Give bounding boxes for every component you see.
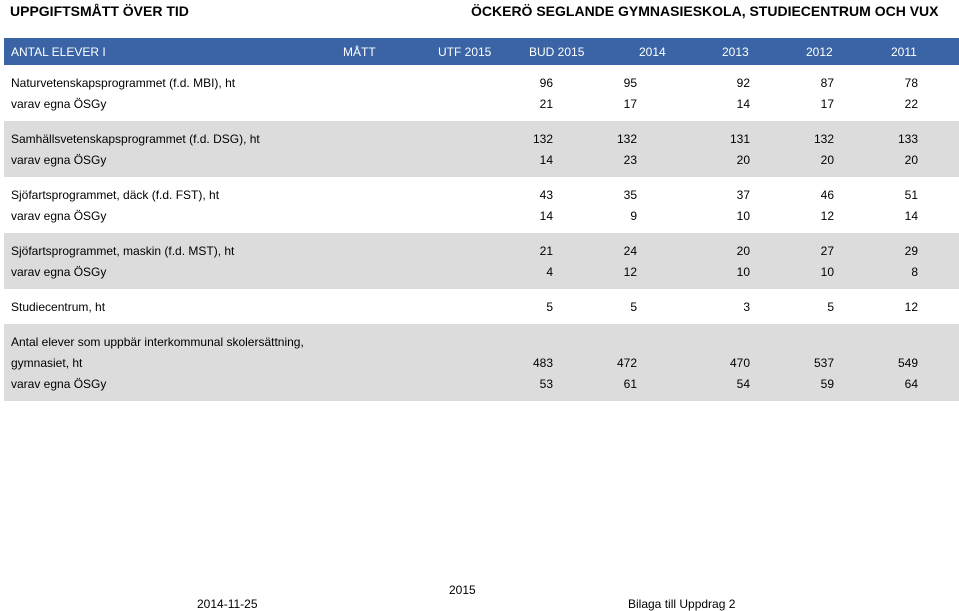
row-label: Samhällsvetenskapsprogrammet (f.d. DSG), ht <box>11 132 260 146</box>
row-value: 78 <box>904 76 918 90</box>
row-value: 132 <box>616 132 637 146</box>
table-row-group <box>4 177 959 233</box>
table-row <box>4 296 959 317</box>
row-value: 96 <box>539 76 553 90</box>
table-row-group <box>4 65 959 121</box>
row-value: 132 <box>813 132 834 146</box>
row-value: 20 <box>820 153 834 167</box>
row-value: 17 <box>623 97 637 111</box>
table-row-group <box>4 233 959 289</box>
row-value: 10 <box>820 265 834 279</box>
row-label: Antal elever som uppbär interkommunal skolersättning, <box>11 335 304 349</box>
footer-date: 2014-11-25 <box>197 597 258 611</box>
table-row <box>4 128 959 149</box>
table-row <box>4 352 959 373</box>
table-row-group <box>4 121 959 177</box>
row-value: 21 <box>539 97 553 111</box>
col-header-bud-2015: BUD 2015 <box>529 45 585 59</box>
report-title: UPPGIFTSMÅTT ÖVER TID <box>10 3 189 19</box>
col-header-2013: 2013 <box>722 45 749 59</box>
row-label: varav egna ÖSGy <box>11 265 107 279</box>
row-value: 64 <box>904 377 918 391</box>
row-label: Sjöfartsprogrammet, däck (f.d. FST), ht <box>11 188 220 202</box>
row-value: 12 <box>820 209 834 223</box>
footer-appendix: Bilaga till Uppdrag 2 <box>628 597 736 611</box>
row-value: 35 <box>623 188 637 202</box>
row-value: 54 <box>736 377 750 391</box>
row-label: gymnasiet, ht <box>11 356 83 370</box>
row-value: 10 <box>736 265 750 279</box>
row-value: 20 <box>736 244 750 258</box>
row-value: 131 <box>729 132 750 146</box>
row-value: 29 <box>904 244 918 258</box>
row-value: 95 <box>623 76 637 90</box>
row-value: 17 <box>820 97 834 111</box>
row-value: 92 <box>736 76 750 90</box>
row-value: 9 <box>630 209 637 223</box>
row-value: 43 <box>539 188 553 202</box>
row-value: 46 <box>820 188 834 202</box>
row-value: 24 <box>623 244 637 258</box>
table-row-group <box>4 289 959 324</box>
row-value: 53 <box>539 377 553 391</box>
row-label: Naturvetenskapsprogrammet (f.d. MBI), ht <box>11 76 236 90</box>
table-body <box>4 65 959 401</box>
row-value: 132 <box>532 132 553 146</box>
row-value: 5 <box>630 300 637 314</box>
table-row <box>4 261 959 282</box>
row-value: 87 <box>820 76 834 90</box>
col-header-utf-2015: UTF 2015 <box>438 45 492 59</box>
row-label: varav egna ÖSGy <box>11 153 107 167</box>
col-header-2011: 2011 <box>891 45 917 59</box>
row-label: varav egna ÖSGy <box>11 209 107 223</box>
row-value: 12 <box>904 300 918 314</box>
row-label: Sjöfartsprogrammet, maskin (f.d. MST), ht <box>11 244 235 258</box>
table-row <box>4 72 959 93</box>
table-header <box>4 38 959 65</box>
row-value: 14 <box>539 153 553 167</box>
row-value: 549 <box>897 356 918 370</box>
row-value: 37 <box>736 188 750 202</box>
row-value: 472 <box>616 356 637 370</box>
row-value: 22 <box>904 97 918 111</box>
row-value: 133 <box>897 132 918 146</box>
table-row <box>4 184 959 205</box>
row-value: 59 <box>820 377 834 391</box>
table-row <box>4 331 959 352</box>
table-row <box>4 373 959 394</box>
row-value: 14 <box>904 209 918 223</box>
table-row-group <box>4 324 959 401</box>
row-value: 61 <box>623 377 637 391</box>
row-value: 537 <box>813 356 834 370</box>
row-value: 10 <box>736 209 750 223</box>
row-value: 8 <box>911 265 918 279</box>
row-value: 12 <box>623 265 637 279</box>
row-value: 27 <box>820 244 834 258</box>
row-value: 51 <box>904 188 918 202</box>
footer-year: 2015 <box>449 583 476 597</box>
col-header-2012: 2012 <box>806 45 833 59</box>
table-row <box>4 93 959 114</box>
row-value: 14 <box>736 97 750 111</box>
row-value: 470 <box>729 356 750 370</box>
row-label: varav egna ÖSGy <box>11 97 107 111</box>
row-value: 483 <box>532 356 553 370</box>
row-label: Studiecentrum, ht <box>11 300 106 314</box>
row-label: varav egna ÖSGy <box>11 377 107 391</box>
table-row <box>4 149 959 170</box>
col-header-matt: MÅTT <box>343 45 376 59</box>
row-value: 5 <box>827 300 834 314</box>
row-value: 4 <box>546 265 553 279</box>
row-value: 3 <box>743 300 750 314</box>
school-title: ÖCKERÖ SEGLANDE GYMNASIESKOLA, STUDIECENTRUM OCH VUX <box>471 3 939 19</box>
row-value: 20 <box>736 153 750 167</box>
col-header-2014: 2014 <box>639 45 666 59</box>
col-header-antal-elever: ANTAL ELEVER I <box>11 45 106 59</box>
row-value: 21 <box>539 244 553 258</box>
table-row <box>4 240 959 261</box>
row-value: 5 <box>546 300 553 314</box>
row-value: 14 <box>539 209 553 223</box>
row-value: 23 <box>623 153 637 167</box>
row-value: 20 <box>904 153 918 167</box>
table-row <box>4 205 959 226</box>
metrics-table <box>4 38 959 401</box>
